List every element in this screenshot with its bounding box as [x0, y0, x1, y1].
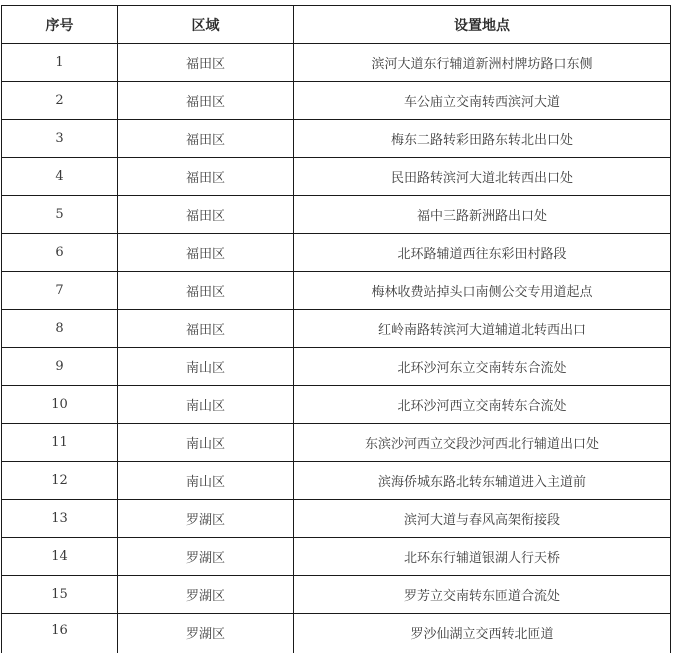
cell-district: 福田区: [118, 158, 294, 196]
cell-district: 罗湖区: [118, 538, 294, 576]
cell-serial-number: 13: [2, 500, 118, 538]
cell-location: 滨河大道东行辅道新洲村牌坊路口东侧: [294, 44, 671, 82]
cell-district: 南山区: [118, 462, 294, 500]
cell-serial-number: 9: [2, 348, 118, 386]
cell-serial-number: 7: [2, 272, 118, 310]
table-row: [2, 386, 671, 424]
cell-location: 罗芳立交南转东匝道合流处: [294, 576, 671, 614]
cell-district: 福田区: [118, 234, 294, 272]
cell-location: 北环路辅道西往东彩田村路段: [294, 234, 671, 272]
table-row: [2, 272, 671, 310]
header-location: 设置地点: [294, 6, 671, 44]
cell-serial-number: 15: [2, 576, 118, 614]
cell-district: 南山区: [118, 348, 294, 386]
cell-serial-number: 6: [2, 234, 118, 272]
cell-district: 福田区: [118, 44, 294, 82]
cell-serial-number: 14: [2, 538, 118, 576]
table-row: [2, 310, 671, 348]
table-row: [2, 158, 671, 196]
cell-location: 福中三路新洲路出口处: [294, 196, 671, 234]
table-row: [2, 538, 671, 576]
table-row: [2, 576, 671, 614]
location-table: [1, 5, 671, 653]
cell-district: 福田区: [118, 120, 294, 158]
cell-serial-number: 5: [2, 196, 118, 234]
table-row: [2, 82, 671, 120]
table-row: [2, 500, 671, 538]
table-row: [2, 614, 671, 653]
cell-location: 北环东行辅道银湖人行天桥: [294, 538, 671, 576]
cell-district: 南山区: [118, 386, 294, 424]
table-row: [2, 120, 671, 158]
table-row: [2, 234, 671, 272]
cell-serial-number: 2: [2, 82, 118, 120]
cell-location: 梅东二路转彩田路东转北出口处: [294, 120, 671, 158]
cell-district: 福田区: [118, 272, 294, 310]
table-row: [2, 196, 671, 234]
cell-serial-number: 11: [2, 424, 118, 462]
cell-serial-number: 8: [2, 310, 118, 348]
cell-location: 红岭南路转滨河大道辅道北转西出口: [294, 310, 671, 348]
cell-district: 福田区: [118, 310, 294, 348]
cell-location: 民田路转滨河大道北转西出口处: [294, 158, 671, 196]
cell-district: 罗湖区: [118, 500, 294, 538]
cell-location: 滨河大道与春风高架衔接段: [294, 500, 671, 538]
table-row: [2, 44, 671, 82]
header-serial-number: 序号: [2, 6, 118, 44]
table-body: [2, 44, 671, 653]
cell-serial-number: 16: [2, 614, 118, 653]
cell-district: 罗湖区: [118, 576, 294, 614]
cell-serial-number: 4: [2, 158, 118, 196]
cell-location: 车公庙立交南转西滨河大道: [294, 82, 671, 120]
cell-serial-number: 10: [2, 386, 118, 424]
cell-district: 罗湖区: [118, 614, 294, 653]
cell-district: 福田区: [118, 196, 294, 234]
cell-location: 北环沙河西立交南转东合流处: [294, 386, 671, 424]
cell-location: 北环沙河东立交南转东合流处: [294, 348, 671, 386]
cell-serial-number: 12: [2, 462, 118, 500]
table-row: [2, 462, 671, 500]
cell-district: 福田区: [118, 82, 294, 120]
header-district: 区域: [118, 6, 294, 44]
table-row: [2, 424, 671, 462]
cell-location: 罗沙仙湖立交西转北匝道: [294, 614, 671, 653]
table-header-row: [2, 6, 671, 44]
cell-serial-number: 1: [2, 44, 118, 82]
cell-serial-number: 3: [2, 120, 118, 158]
cell-location: 梅林收费站掉头口南侧公交专用道起点: [294, 272, 671, 310]
cell-location: 滨海侨城东路北转东辅道进入主道前: [294, 462, 671, 500]
table-row: [2, 348, 671, 386]
cell-district: 南山区: [118, 424, 294, 462]
cell-location: 东滨沙河西立交段沙河西北行辅道出口处: [294, 424, 671, 462]
